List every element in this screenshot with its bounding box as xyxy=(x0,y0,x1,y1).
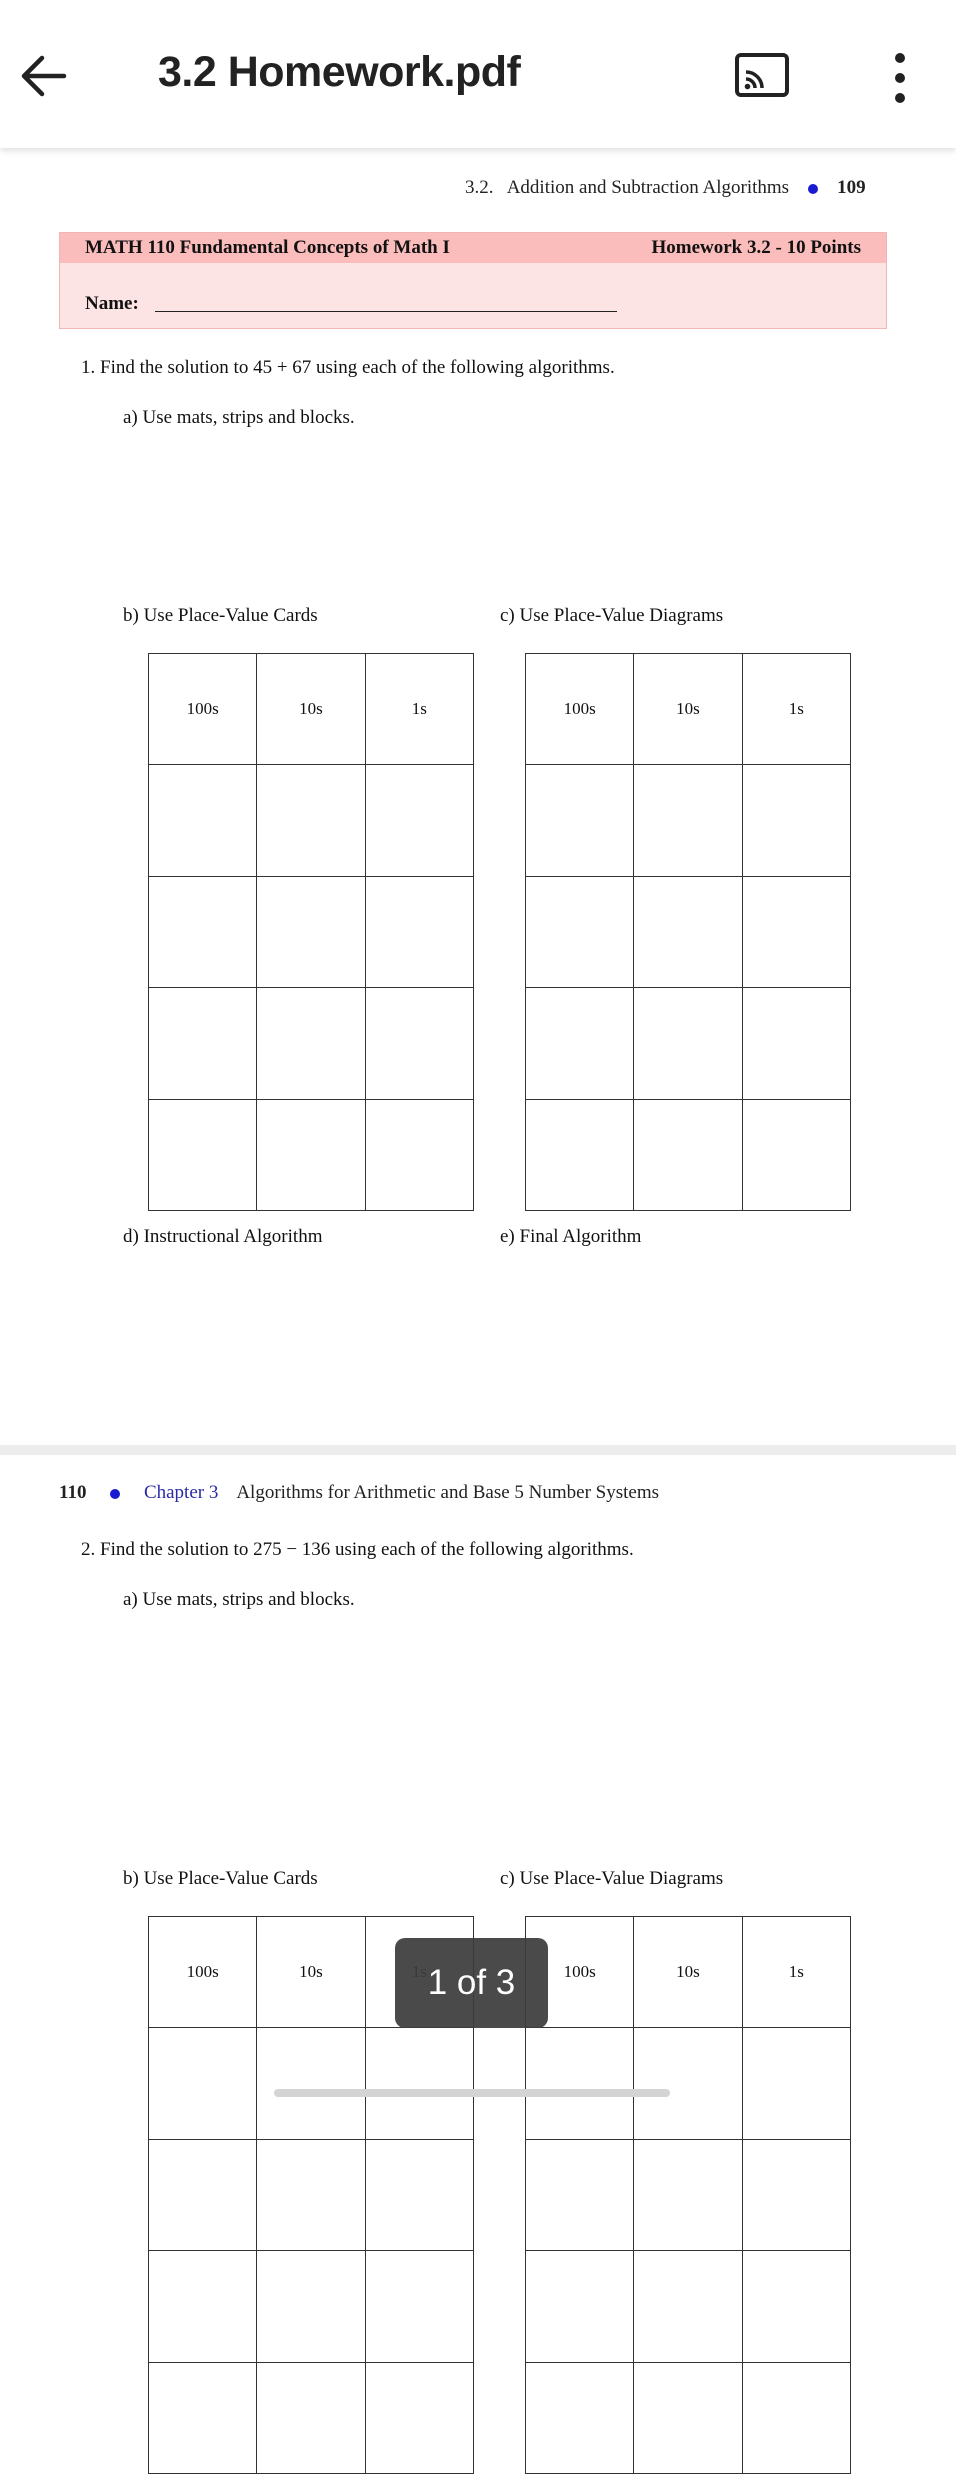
grid-header-1s: 1s xyxy=(742,1917,850,2028)
bullet-icon xyxy=(808,184,818,194)
bullet-icon xyxy=(110,1489,120,1499)
place-value-diagrams-grid-2 xyxy=(525,1916,851,2474)
grid-header-10s: 10s xyxy=(634,654,742,765)
problem-2b: b) Use Place-Value Cards xyxy=(123,1868,318,1889)
place-value-cards-grid xyxy=(148,653,474,1211)
cast-icon[interactable] xyxy=(734,52,790,98)
running-head-110 xyxy=(59,1482,659,1504)
problem-1e: e) Final Algorithm xyxy=(500,1226,642,1247)
problem-1: 1. Find the solution to 45 + 67 using each of the following algorithms. xyxy=(81,357,615,378)
page-indicator: 1 of 3 xyxy=(395,1938,548,2028)
problem-1c: c) Use Place-Value Diagrams xyxy=(500,605,724,626)
grid-header-1s: 1s xyxy=(742,654,850,765)
page-number: 110 xyxy=(59,1482,87,1503)
problem-1a: a) Use mats, strips and blocks. xyxy=(123,407,355,428)
grid-header-10s: 10s xyxy=(257,1917,365,2028)
course-title: MATH 110 Fundamental Concepts of Math I xyxy=(85,237,450,258)
grid-header-10s: 10s xyxy=(634,1917,742,2028)
problem-1d: d) Instructional Algorithm xyxy=(123,1226,323,1247)
problem-2: 2. Find the solution to 275 − 136 using each of the following algorithms. xyxy=(81,1539,634,1560)
name-line xyxy=(155,311,617,312)
page-separator xyxy=(0,1445,956,1455)
place-value-diagrams-grid xyxy=(525,653,851,1211)
name-label: Name: xyxy=(85,293,139,314)
chapter-link[interactable]: Chapter 3 xyxy=(143,1482,219,1503)
section-number: 3.2. xyxy=(465,177,494,198)
scroll-handle[interactable] xyxy=(274,2089,670,2097)
grid-header-10s: 10s xyxy=(257,654,365,765)
back-arrow-icon[interactable] xyxy=(14,46,74,106)
problem-1b: b) Use Place-Value Cards xyxy=(123,605,318,626)
page-number: 109 xyxy=(837,177,866,198)
grid-header-100s: 100s xyxy=(526,1917,634,2028)
problem-2c: c) Use Place-Value Diagrams xyxy=(500,1868,724,1889)
problem-2a: a) Use mats, strips and blocks. xyxy=(123,1589,355,1610)
grid-header-100s: 100s xyxy=(149,1917,257,2028)
app-bar xyxy=(0,0,956,148)
running-head-109 xyxy=(465,177,866,199)
grid-header-1s: 1s xyxy=(365,654,473,765)
section-title: Addition and Subtraction Algorithms xyxy=(506,177,790,198)
homework-header xyxy=(59,232,887,329)
homework-points: Homework 3.2 - 10 Points xyxy=(651,237,861,258)
grid-header-100s: 100s xyxy=(526,654,634,765)
document-title: 3.2 Homework.pdf xyxy=(158,48,521,96)
more-vert-icon[interactable] xyxy=(878,50,922,106)
chapter-title: Algorithms for Arithmetic and Base 5 Number Systems xyxy=(236,1482,660,1503)
grid-header-100s: 100s xyxy=(149,654,257,765)
